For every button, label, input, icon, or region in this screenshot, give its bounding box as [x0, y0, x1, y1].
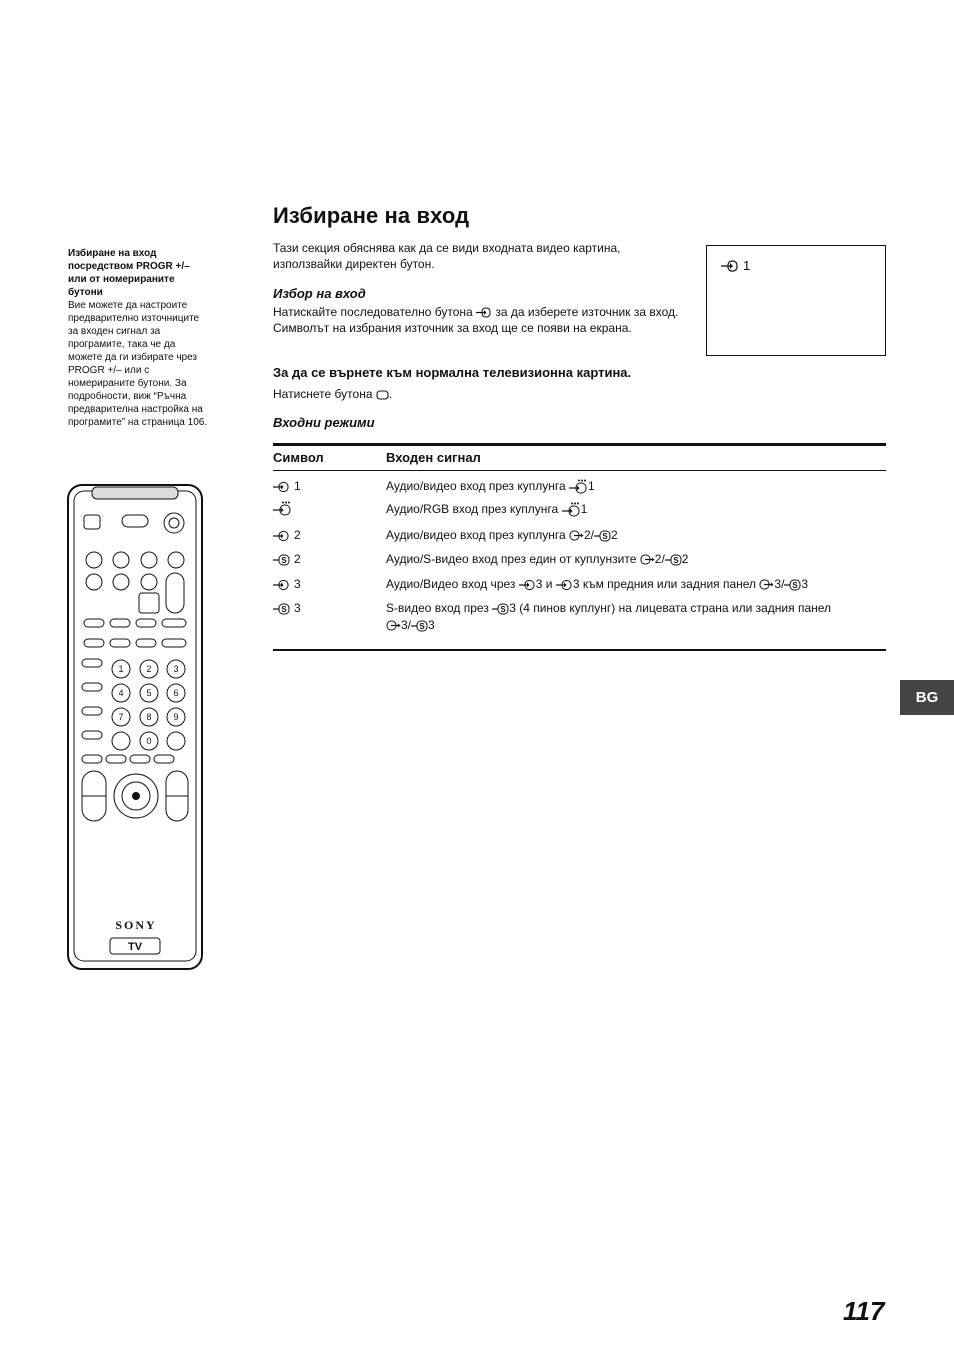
input-arrow-icon	[721, 260, 739, 272]
tv-screen-icon	[376, 390, 389, 400]
key-3: 3	[173, 664, 179, 674]
key-9: 9	[173, 712, 179, 722]
row-symbol: S 2	[273, 551, 301, 568]
row-signal: Аудио/видео вход през куплунга 2/ S 2	[386, 528, 618, 542]
remote-model: TV	[127, 941, 143, 953]
output-icon	[640, 554, 655, 565]
row-symbol	[273, 501, 296, 516]
row-symbol: S 3	[273, 600, 301, 617]
section-body-return-tv: Натиснете бутона .	[273, 387, 393, 401]
svg-text:S: S	[602, 532, 608, 542]
svg-text:S: S	[419, 622, 425, 632]
av-input-icon	[556, 579, 573, 591]
sidebar-text: Вие можете да настроите предварително източниците за входен сигнал за програмите, така че да можете да ги избирате чрез PROGR +/– или с номерираните бутони. За подробности, виж “Ръчна предварителна настройка на програмите” на страница 106.	[68, 300, 208, 428]
svg-text:S: S	[792, 581, 799, 591]
table-header-rule	[273, 470, 886, 471]
row-symbol: 3	[273, 576, 301, 593]
key-4: 4	[118, 688, 124, 698]
svg-text:S: S	[281, 555, 287, 565]
remote-control-illustration	[66, 483, 206, 973]
sidebar-note	[68, 247, 208, 429]
s-video-input-icon	[784, 579, 801, 591]
svg-text:S: S	[673, 556, 679, 566]
av-input-icon	[519, 579, 536, 591]
page-title: Избиране на вход	[273, 203, 470, 228]
row-signal: Аудио/RGB вход през куплунга 1	[386, 502, 588, 516]
av-input-icon	[273, 579, 290, 591]
screen-input-label: 1	[743, 258, 751, 273]
key-0: 0	[146, 736, 152, 746]
s-video-input-icon	[492, 603, 509, 615]
svg-text:S: S	[500, 605, 506, 615]
rgb-input-icon	[569, 479, 588, 494]
rgb-input-icon	[562, 502, 581, 517]
section-body-select-input: Натискайте последователно бутона за да изберете източник за вход. Символът на избрания източник за вход ще се появи на екрана.	[273, 305, 679, 335]
key-2: 2	[146, 664, 152, 674]
key-5: 5	[146, 688, 152, 698]
svg-text:S: S	[281, 604, 287, 614]
s-video-input-icon	[411, 620, 428, 632]
s-video-input-icon	[273, 603, 290, 615]
key-1: 1	[118, 664, 124, 674]
page-number: 117	[843, 1296, 885, 1326]
output-icon	[569, 530, 584, 541]
rgb-input-icon	[273, 501, 292, 516]
table-header-signal: Входен сигнал	[386, 450, 481, 465]
table-top-rule	[273, 443, 886, 446]
remote-brand: SONY	[115, 918, 157, 932]
section-heading-return-tv: За да се върнете към нормална телевизионна картина.	[273, 365, 632, 380]
table-bottom-rule	[273, 649, 886, 651]
row-symbol: 1	[273, 478, 301, 495]
section-heading-input-modes: Входни режими	[273, 415, 375, 430]
av-input-icon	[273, 481, 290, 493]
sidebar-heading: Избиране на вход посредством PROGR +/– или от номерираните бутони	[68, 248, 190, 298]
av-input-icon	[273, 530, 290, 542]
input-arrow-icon	[476, 307, 492, 318]
s-video-input-icon	[594, 530, 611, 542]
key-6: 6	[173, 688, 179, 698]
language-tab: BG	[900, 680, 954, 715]
table-header-symbol: Символ	[273, 450, 324, 465]
row-signal: Аудио/Видео вход чрез 3 и 3 към предния или задния панел 3/ S 3	[386, 577, 809, 591]
s-video-input-icon	[665, 554, 682, 566]
row-symbol: 2	[273, 527, 301, 544]
output-icon	[386, 620, 401, 631]
output-icon	[759, 579, 774, 590]
key-8: 8	[146, 712, 152, 722]
row-signal: Аудио/S-видео вход през един от куплунзите 2/ S 2	[386, 552, 689, 566]
row-signal: S-видео вход през S 3 (4 пинов куплунг) на лицевата страна или задния панел 3/ S 3	[386, 601, 832, 632]
tv-screen-preview	[706, 245, 886, 356]
s-video-input-icon	[273, 554, 290, 566]
section-heading-select-input: Избор на вход	[273, 286, 366, 301]
key-7: 7	[118, 712, 124, 722]
row-signal: Аудио/видео вход през куплунга 1	[386, 479, 595, 493]
intro-text: Тази секция обяснява как да се види входната видео картина, използвайки директен бутон.	[273, 241, 621, 271]
